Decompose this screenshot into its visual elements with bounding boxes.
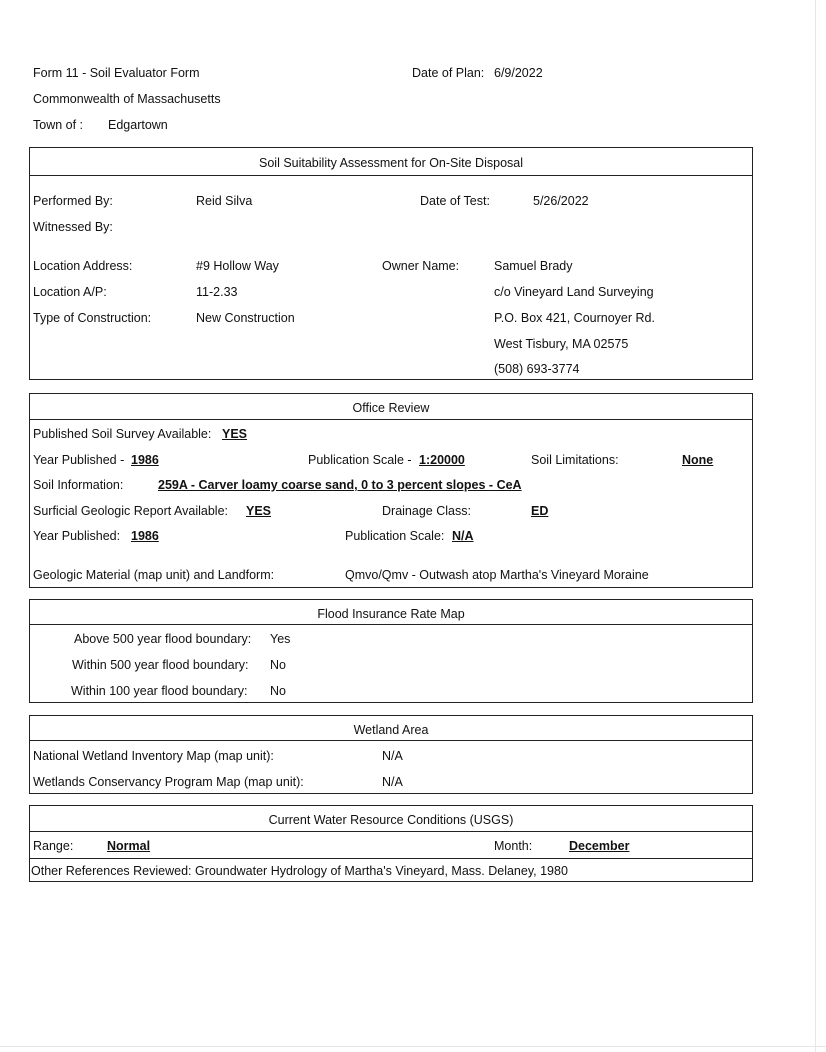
range-value: Normal	[107, 839, 151, 853]
owner-line: Samuel Brady	[494, 259, 573, 273]
flood-row-value: No	[270, 684, 286, 698]
wetland-title-divider	[30, 740, 752, 741]
date-of-plan-value: 6/9/2022	[494, 66, 543, 80]
owner-line: c/o Vineyard Land Surveying	[494, 285, 654, 299]
drainage-class-value: ED	[531, 504, 549, 518]
range-label: Range:	[33, 839, 74, 853]
publication-scale2-value: N/A	[452, 529, 474, 543]
construction-label: Type of Construction:	[33, 311, 152, 325]
owner-name-label: Owner Name:	[382, 259, 460, 273]
commonwealth-text: Commonwealth of Massachusetts	[33, 92, 221, 106]
performed-by-value: Reid Silva	[196, 194, 253, 208]
soil-survey-value: YES	[222, 427, 248, 441]
wcp-label: Wetlands Conservancy Program Map (map unit):	[33, 775, 304, 789]
location-ap-value: 11-2.33	[196, 285, 238, 299]
flood-row-value: No	[270, 658, 286, 672]
owner-line: P.O. Box 421, Cournoyer Rd.	[494, 311, 655, 325]
flood-row-value: Yes	[270, 632, 291, 646]
year-published-label: Year Published -	[33, 453, 125, 467]
water-title: Current Water Resource Conditions (USGS)	[268, 813, 514, 827]
geologic-report-label: Surficial Geologic Report Available:	[33, 504, 229, 518]
assessment-title: Soil Suitability Assessment for On-Site Disposal	[259, 156, 523, 170]
publication-scale-value: 1:20000	[419, 453, 465, 467]
soil-limitations-value: None	[682, 453, 714, 467]
owner-line: West Tisbury, MA 02575	[494, 337, 629, 351]
geologic-material-label: Geologic Material (map unit) and Landform:	[33, 568, 275, 582]
witnessed-by-label: Witnessed By:	[33, 220, 113, 234]
town-label: Town of :	[33, 118, 84, 132]
office-review-title-divider	[30, 419, 752, 420]
nwi-value: N/A	[382, 749, 403, 763]
location-address-value: #9 Hollow Way	[196, 259, 279, 273]
construction-value: New Construction	[196, 311, 295, 325]
date-of-test-label: Date of Test:	[420, 194, 490, 208]
soil-limitations-label: Soil Limitations:	[531, 453, 619, 467]
month-label: Month:	[494, 839, 533, 853]
geologic-material-value: Qmvo/Qmv - Outwash atop Martha's Vineyard Moraine	[345, 568, 649, 582]
page-edge-bottom	[0, 1046, 826, 1047]
date-of-test-value: 5/26/2022	[533, 194, 589, 208]
flood-row-label: Within 500 year flood boundary:	[72, 658, 249, 672]
flood-title: Flood Insurance Rate Map	[317, 607, 465, 621]
flood-row-label: Within 100 year flood boundary:	[71, 684, 248, 698]
owner-line: (508) 693-3774	[494, 362, 580, 376]
publication-scale2-label: Publication Scale:	[345, 529, 445, 543]
soil-survey-label: Published Soil Survey Available:	[33, 427, 212, 441]
flood-title-divider	[30, 624, 752, 625]
month-value: December	[569, 839, 630, 853]
soil-info-label: Soil Information:	[33, 478, 124, 492]
town-value: Edgartown	[108, 118, 168, 132]
date-of-plan-label: Date of Plan:	[412, 66, 485, 80]
form-title: Form 11 - Soil Evaluator Form	[33, 66, 200, 80]
geologic-report-value: YES	[246, 504, 272, 518]
water-row-divider	[29, 858, 753, 859]
location-address-label: Location Address:	[33, 259, 133, 273]
flood-row-label: Above 500 year flood boundary:	[74, 632, 252, 646]
page-edge-right	[815, 0, 816, 1052]
location-ap-label: Location A/P:	[33, 285, 107, 299]
water-title-divider	[30, 831, 752, 832]
publication-scale-label: Publication Scale -	[308, 453, 412, 467]
soil-info-value: 259A - Carver loamy coarse sand, 0 to 3 percent slopes - CeA	[158, 478, 522, 492]
assessment-title-divider	[30, 175, 752, 176]
nwi-label: National Wetland Inventory Map (map unit):	[33, 749, 274, 763]
wetland-title: Wetland Area	[353, 723, 429, 737]
office-review-title: Office Review	[352, 401, 430, 415]
year-published2-value: 1986	[131, 529, 159, 543]
performed-by-label: Performed By:	[33, 194, 113, 208]
year-published-value: 1986	[131, 453, 159, 467]
year-published2-label: Year Published:	[33, 529, 121, 543]
drainage-class-label: Drainage Class:	[382, 504, 471, 518]
other-references: Other References Reviewed: Groundwater Hydrology of Martha's Vineyard, Mass. Delaney, 1980	[31, 864, 568, 878]
wcp-value: N/A	[382, 775, 403, 789]
